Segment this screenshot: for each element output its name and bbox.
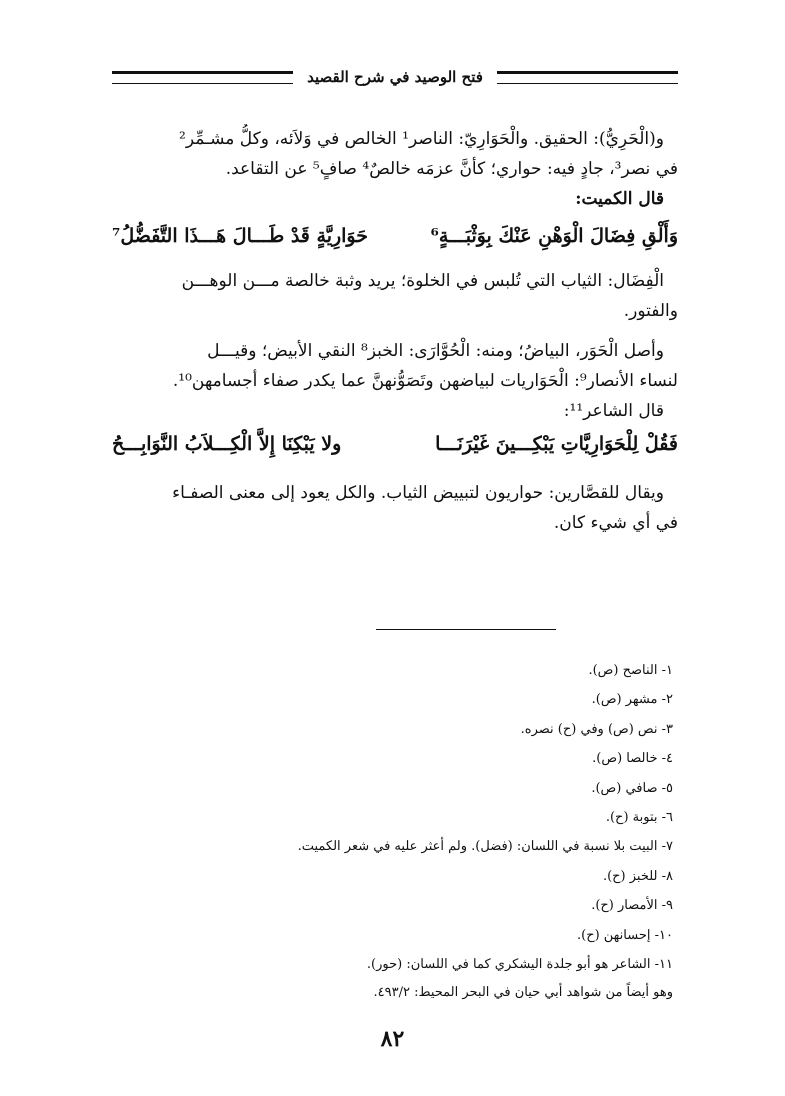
footnote-2: ٢- مشهر (ص). bbox=[591, 692, 673, 708]
footnote-6: ٦- بتوبة (ح). bbox=[605, 810, 673, 826]
verse-1 bbox=[112, 216, 678, 256]
paragraph-3 bbox=[112, 336, 678, 426]
text-line: الْفِضَال: الثياب التي تُلبس في الخلوة؛ يريد وثبة خالصة مـــن الوهـــن bbox=[181, 271, 664, 291]
footnote-8: ٨- للخبز (ح). bbox=[602, 868, 673, 884]
text-line: في نصر³، جادٍ فيه: حواري؛ كأنَّ عزمَه خالصٌ⁴ صافٍ⁵ عن التقاعد. bbox=[225, 159, 678, 179]
verse-1-first-hemistich: وَأَلْقِ فِضَالَ الْوَهْنِ عَنْكَ بِوَثْبَـــةٍ⁶ bbox=[430, 225, 678, 247]
verse-2 bbox=[112, 424, 678, 464]
footnote-1: ١- الناصح (ص). bbox=[588, 663, 673, 678]
verse-1-second-hemistich: حَوَارِيَّةٍ قَدْ طَـــالَ هَـــذَا التَّفَضُّلُ⁷ bbox=[112, 225, 368, 247]
header-title: فتح الوصيد في شرح القصيد bbox=[307, 68, 483, 86]
text-line: وأصل الْحَوَر، البياضُ؛ ومنه: الْحُوَّارَى: الخبز⁸ النقي الأبيض؛ وقيـــل bbox=[207, 341, 664, 361]
footnote-4: ٤- خالصا (ص). bbox=[592, 751, 673, 767]
footnotes bbox=[113, 656, 673, 1007]
header-rule-right bbox=[497, 71, 678, 84]
footnote-5: ٥- صافي (ص). bbox=[591, 780, 673, 796]
paragraph-2 bbox=[112, 266, 678, 326]
page-number: ٨٢ bbox=[380, 1026, 405, 1052]
footnote-11: ١١- الشاعر هو أبو جلدة اليشكري كما في اللسان: (حور). bbox=[366, 957, 673, 973]
footnote-11-continuation: وهو أيضاً من شواهد أبي حيان في البحر المحيط: ٤٩٣/٢. bbox=[373, 985, 673, 1001]
verse-2-first-hemistich: فَقُلْ لِلْحَوَارِيَّاتِ يَبْكِـــينَ غَيْرَنَـــا bbox=[435, 433, 678, 455]
verse-2-second-hemistich: ولا يَبْكِنَا إِلاَّ الْكِـــلاَبُ النَّوَابِـــحُ bbox=[112, 433, 342, 455]
footnote-7: ٧- البيت بلا نسبة في اللسان: (فضل). ولم أعثر عليه في شعر الكميت. bbox=[297, 839, 673, 855]
footnote-3: ٣- نص (ص) وفي (ح) نصره. bbox=[520, 721, 673, 737]
text-line: و(الْحَرِيُّ): الحقيق. والْحَوَارِيّ: الناصر¹ الخالص في وَلاَئه، وكلُّ مشـمِّر² bbox=[179, 129, 664, 149]
paragraph-4 bbox=[112, 478, 678, 538]
header-rule-left bbox=[112, 71, 293, 84]
text-line: ويقال للقصَّارين: حواريون لتبييض الثياب. والكل يعود إلى معنى الصفـاء bbox=[172, 483, 664, 503]
footnote-10: ١٠- إحسانهن (ح). bbox=[576, 927, 673, 943]
footnote-9: ٩- الأمصار (ح). bbox=[591, 898, 673, 914]
paragraph-1 bbox=[112, 124, 678, 214]
footnote-separator bbox=[376, 629, 556, 630]
verse-intro: قال الكميت: bbox=[575, 189, 664, 209]
running-header bbox=[112, 62, 678, 92]
text-line: والفتور. bbox=[623, 301, 678, 321]
verse-intro: قال الشاعر¹¹: bbox=[563, 401, 664, 421]
text-line: لنساء الأنصار⁹: الْحَوَاريات لبياضهن وتَصَوُّنهنَّ عما يكدر صفاء أجسامهن¹⁰. bbox=[172, 371, 678, 391]
text-line: في أي شيء كان. bbox=[553, 513, 678, 533]
